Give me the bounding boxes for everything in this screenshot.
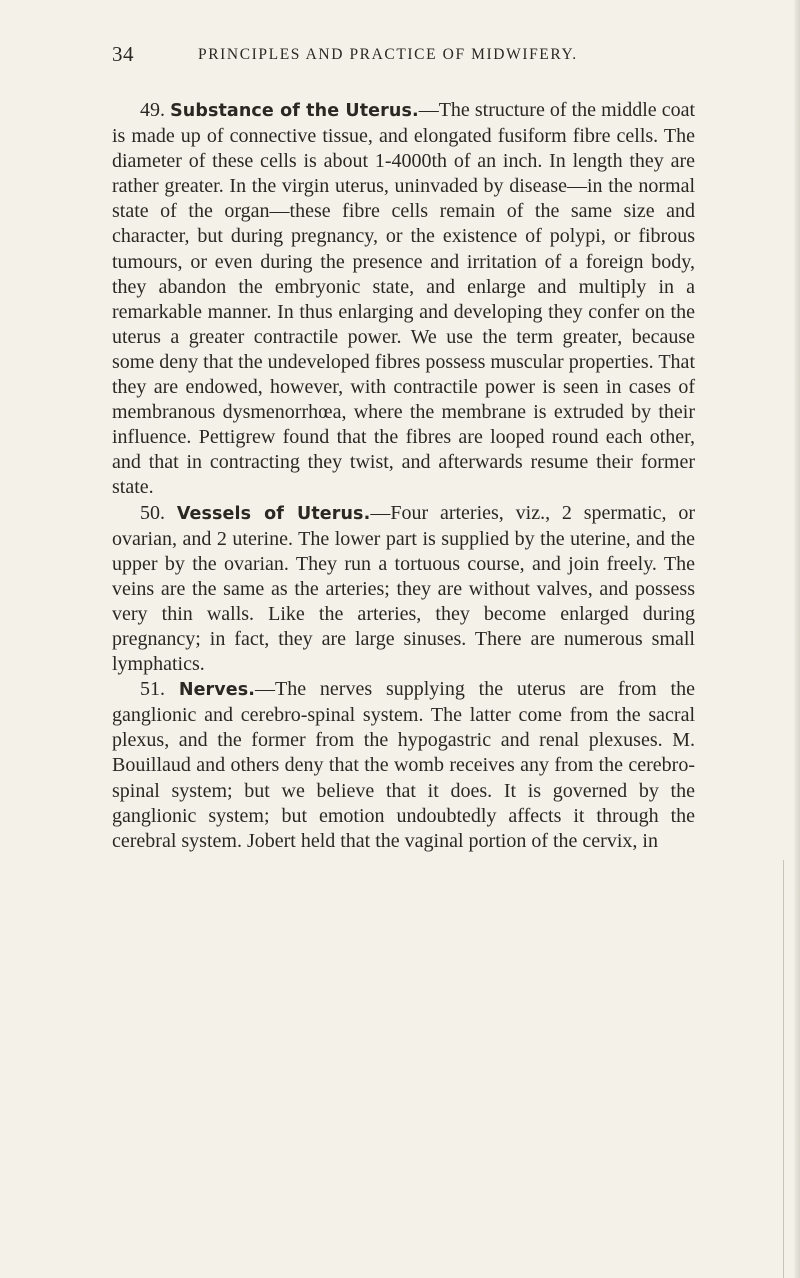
running-head xyxy=(112,42,712,72)
page-edge-line xyxy=(783,860,784,1278)
section-50-paragraph xyxy=(112,501,695,678)
section-text: —The structure of the middle coat is made up of connective tissue, and elongated fusiform fibre cells. The diameter of these cells is about 1-4000th of an inch. In length they are rather greater. In the virgin uterus, uninvaded by disease—in the normal state of the organ—these fibre cells remain of the same size and character, but during pregnancy, or the existence of polypi, or fibrous tumours, or even during the presence and irritation of a foreign body, they abandon the embryonic state, and enlarge and multiply in a remarkable manner. In thus enlarging and developing they confer on the uterus a greater contractile power. We use the term greater, because some deny that the undeveloped fibres possess muscular properties. That they are endowed, however, with contractile power is seen in cases of membranous dysmenorrhœa, where the membrane is extruded by their influence. Pettigrew found that the fibres are looped round each other, and that in contracting they twist, and afterwards resume their former state. xyxy=(112,99,696,499)
section-49-paragraph xyxy=(112,98,695,501)
section-heading: Vessels of Uterus. xyxy=(176,503,371,524)
section-51-paragraph xyxy=(112,677,695,854)
section-text: —Four arteries, viz., 2 spermatic, or ovarian, and 2 uterine. The lower part is supplied by the uterine, and the upper by the ovarian. They run a tortuous course, and join freely. The veins are the same as the arteries; they are without valves, and possess very thin walls. Like the arteries, they become enlarged during pregnancy; in fact, they are large sinuses. There are numerous small lymphatics. xyxy=(112,501,696,676)
running-title: PRINCIPLES AND PRACTICE OF MIDWIFERY. xyxy=(198,46,578,63)
section-text: —The nerves supplying the uterus are from the ganglionic and cerebro-spinal system. The latter come from the sacral plexus, and the former from the hypogastric and renal plexuses. M. Bouillaud and others deny that the womb receives any from the cerebro-spinal system; but we believe that it does. It is governed by the ganglionic system; but emotion undoubtedly affects it through the cerebral system. Jobert held that the vaginal portion of the cervix, in xyxy=(112,678,695,852)
section-heading: Substance of the Uterus. xyxy=(170,101,419,121)
section-number: 49. xyxy=(140,99,165,121)
section-number: 51. xyxy=(140,678,165,701)
section-heading: Nerves. xyxy=(178,680,256,701)
body-text xyxy=(112,98,695,854)
section-number: 50. xyxy=(140,501,165,524)
page-number: 34 xyxy=(112,42,134,66)
page-edge-shadow xyxy=(794,0,800,1278)
